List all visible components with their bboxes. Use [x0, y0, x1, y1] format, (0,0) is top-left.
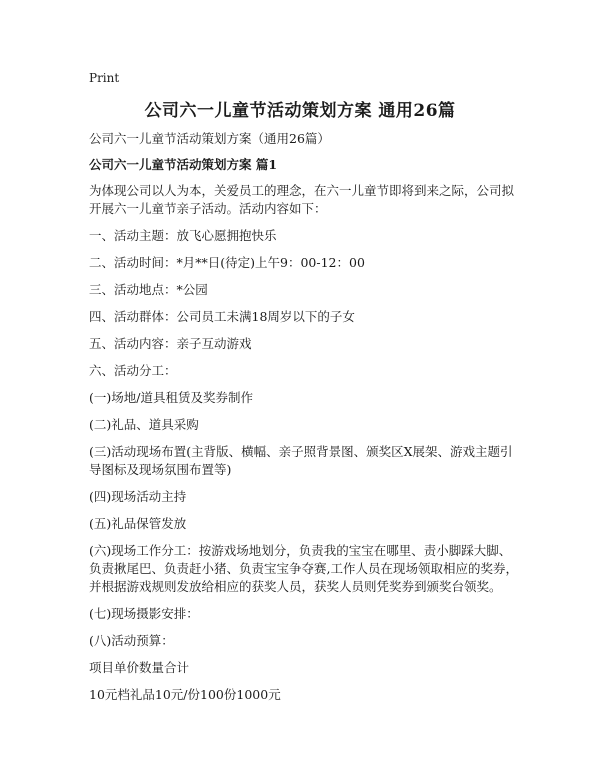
paragraph-content: 五、活动内容：亲子互动游戏: [89, 336, 252, 351]
paragraph-budget-row: 10元档礼品10元/份100份1000元: [89, 687, 281, 702]
paragraph-item-4: (四)现场活动主持: [89, 489, 187, 504]
paragraph-item-2: (二)礼品、道具采购: [89, 417, 199, 432]
paragraph-location: 三、活动地点：*公园: [89, 282, 208, 297]
paragraph-item-8: (八)活动预算：: [89, 633, 174, 648]
section-heading: 公司六一儿童节活动策划方案 篇1: [89, 157, 278, 172]
paragraph-item-7: (七)现场摄影安排：: [89, 606, 199, 621]
document-body: [89, 130, 519, 713]
paragraph-item-3: (三)活动现场布置(主背版、横幅、亲子照背景图、颁奖区X展架、游戏主题引导图标及现场氛围布置等): [89, 444, 513, 477]
paragraph-intro: 为体现公司以人为本，关爱员工的理念，在六一儿童节即将到来之际，公司拟开展六一儿童节亲子活动。活动内容如下：: [89, 183, 515, 216]
print-label: Print: [89, 71, 120, 85]
paragraph-budget-header: 项目单价数量合计: [89, 660, 190, 675]
paragraph-division: 六、活动分工：: [89, 363, 177, 378]
paragraph-audience: 四、活动群体：公司员工未满18周岁以下的子女: [89, 309, 355, 324]
paragraph-theme: 一、活动主题：放飞心愿拥抱快乐: [89, 228, 277, 243]
page-title: 公司六一儿童节活动策划方案 通用26篇: [144, 101, 456, 121]
document-subtitle: 公司六一儿童节活动策划方案（通用26篇）: [89, 131, 330, 146]
paragraph-time: 二、活动时间：*月**日(待定)上午9：00-12：00: [89, 255, 365, 270]
paragraph-item-5: (五)礼品保管发放: [89, 516, 187, 531]
paragraph-item-1: (一)场地/道具租赁及奖券制作: [89, 390, 253, 405]
paragraph-item-6: (六)现场工作分工：按游戏场地划分，负责我的宝宝在哪里、责小脚踩大脚、负责揪尾巴、负责赶小猪、负责宝宝争夺赛,工作人员在现场领取相应的奖券，并根据游戏规则发放给相应的获奖人员，获奖人员则凭奖券到颁奖台领奖。: [89, 543, 518, 594]
